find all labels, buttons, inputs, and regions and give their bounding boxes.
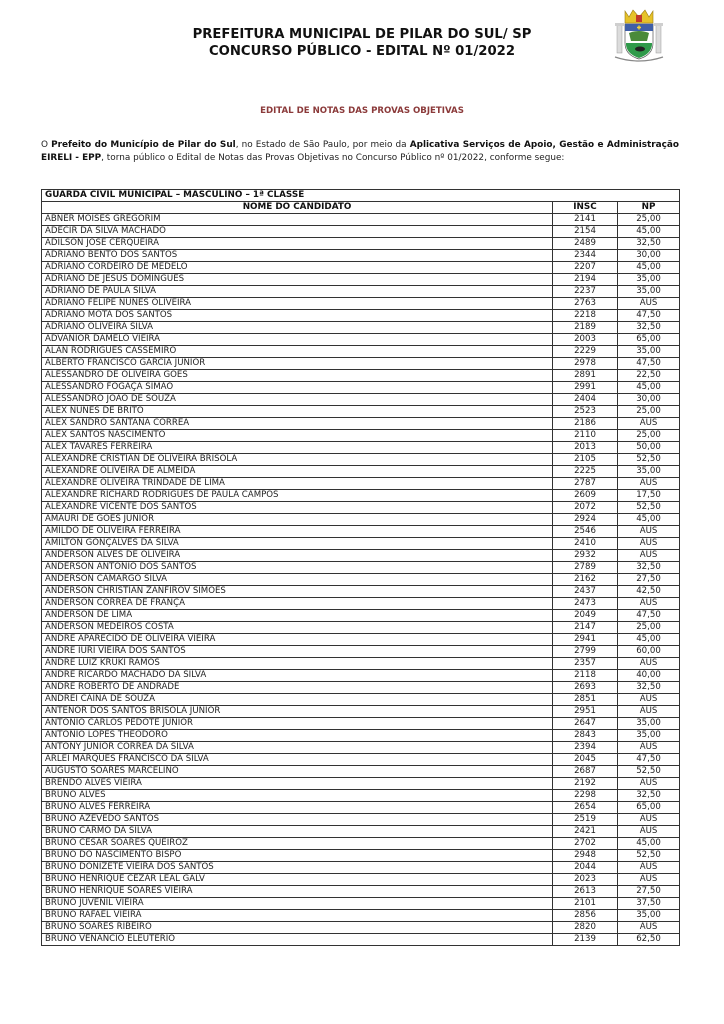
grade: 30,00 [618, 394, 680, 406]
grade: 45,00 [618, 262, 680, 274]
registration-number: 2546 [553, 526, 618, 538]
registration-number: 2139 [553, 934, 618, 946]
candidate-name: ALAN RODRIGUES CASSEMIRO [42, 346, 553, 358]
registration-number: 2154 [553, 226, 618, 238]
registration-number: 2237 [553, 286, 618, 298]
table-row [42, 742, 680, 754]
table-row [42, 886, 680, 898]
grade: 52,50 [618, 850, 680, 862]
registration-number: 2044 [553, 862, 618, 874]
table-row [42, 934, 680, 946]
grade: 35,00 [618, 274, 680, 286]
document-title-line-1: PREFEITURA MUNICIPAL DE PILAR DO SUL/ SP [192, 27, 532, 42]
candidate-name: ALEXANDRE CRISTIAN DE OLIVEIRA BRISOLA [42, 454, 553, 466]
candidate-name: ANDRE ROBERTO DE ANDRADE [42, 682, 553, 694]
grade: 62,50 [618, 934, 680, 946]
table-row [42, 286, 680, 298]
candidate-name: ADILSON JOSÉ CERQUEIRA [42, 238, 553, 250]
registration-number: 2519 [553, 814, 618, 826]
grade: 22,50 [618, 370, 680, 382]
candidate-name: BRENDO ALVES VIEIRA [42, 778, 553, 790]
registration-number: 2843 [553, 730, 618, 742]
table-row [42, 562, 680, 574]
candidate-name: ALEXANDRE OLIVEIRA DE ALMEIDA [42, 466, 553, 478]
table-section-title: GUARDA CIVIL MUNICIPAL – MASCULINO – 1ª CLASSE [42, 190, 680, 202]
candidate-name: BRUNO JUVENIL VIEIRA [42, 898, 553, 910]
candidate-name: ALESSANDRO DE OLIVEIRA GÓES [42, 370, 553, 382]
table-row [42, 802, 680, 814]
grade: 32,50 [618, 682, 680, 694]
grade: AUS [618, 814, 680, 826]
intro-paragraph [41, 139, 679, 164]
grade: AUS [618, 478, 680, 490]
candidate-name: ANDRÉ RICARDO MACHADO DA SILVA [42, 670, 553, 682]
table-header-row [42, 202, 680, 214]
registration-number: 2118 [553, 670, 618, 682]
candidate-name: BRUNO DONIZETE VIEIRA DOS SANTOS [42, 862, 553, 874]
coat-of-arms-icon [611, 7, 667, 63]
grade: 17,50 [618, 490, 680, 502]
table-row [42, 214, 680, 226]
grade: 52,50 [618, 502, 680, 514]
registration-number: 2693 [553, 682, 618, 694]
candidate-name: ALEXANDRE OLIVEIRA TRINDADE DE LIMA [42, 478, 553, 490]
registration-number: 2357 [553, 658, 618, 670]
grade: 32,50 [618, 322, 680, 334]
grade: AUS [618, 862, 680, 874]
candidate-name: BRUNO RAFAEL VIEIRA [42, 910, 553, 922]
registration-number: 2003 [553, 334, 618, 346]
candidate-name: BRUNO SOARES RIBEIRO [42, 922, 553, 934]
candidate-name: ALESSANDRO FOGAÇA SIMÃO [42, 382, 553, 394]
candidate-name: ANDERSON CORREA DE FRANÇA [42, 598, 553, 610]
candidate-name: ADECIR DA SILVA MACHADO [42, 226, 553, 238]
table-row [42, 262, 680, 274]
registration-number: 2613 [553, 886, 618, 898]
table-row [42, 238, 680, 250]
registration-number: 2072 [553, 502, 618, 514]
table-row [42, 790, 680, 802]
registration-number: 2851 [553, 694, 618, 706]
registration-number: 2141 [553, 214, 618, 226]
grade: 42,50 [618, 586, 680, 598]
registration-number: 2207 [553, 262, 618, 274]
registration-number: 2189 [553, 322, 618, 334]
registration-number: 2702 [553, 838, 618, 850]
registration-number: 2045 [553, 754, 618, 766]
candidate-name: ALBERTO FRANCISCO GARCIA JUNIOR [42, 358, 553, 370]
candidate-name: ABNER MOISES GREGORIM [42, 214, 553, 226]
grade: 50,00 [618, 442, 680, 454]
table-row [42, 910, 680, 922]
registration-number: 2013 [553, 442, 618, 454]
grade: 25,00 [618, 430, 680, 442]
table-row [42, 586, 680, 598]
grade: AUS [618, 742, 680, 754]
table-row [42, 850, 680, 862]
table-row [42, 658, 680, 670]
table-row [42, 346, 680, 358]
registration-number: 2941 [553, 634, 618, 646]
registration-number: 2023 [553, 874, 618, 886]
registration-number: 2344 [553, 250, 618, 262]
registration-number: 2763 [553, 298, 618, 310]
candidate-name: ANDERSON CAMARGO SILVA [42, 574, 553, 586]
registration-number: 2473 [553, 598, 618, 610]
table-row [42, 574, 680, 586]
table-row [42, 922, 680, 934]
candidate-name: ANTONIO CARLOS PEDOTE JUNIOR [42, 718, 553, 730]
table-row [42, 550, 680, 562]
table-row [42, 814, 680, 826]
grade: 40,00 [618, 670, 680, 682]
table-row [42, 454, 680, 466]
table-row [42, 730, 680, 742]
grade: 32,50 [618, 562, 680, 574]
candidate-name: ADRIANO DE JESUS DOMINGUES [42, 274, 553, 286]
grade: AUS [618, 526, 680, 538]
table-section-title-row [42, 190, 680, 202]
registration-number: 2218 [553, 310, 618, 322]
table-row [42, 418, 680, 430]
candidate-name: BRUNO HENRIQUE SOARES VIEIRA [42, 886, 553, 898]
registration-number: 2101 [553, 898, 618, 910]
grade: 47,50 [618, 310, 680, 322]
table-row [42, 526, 680, 538]
table-row [42, 670, 680, 682]
table-row [42, 766, 680, 778]
table-row [42, 466, 680, 478]
registration-number: 2951 [553, 706, 618, 718]
grade: AUS [618, 922, 680, 934]
grade: AUS [618, 298, 680, 310]
registration-number: 2194 [553, 274, 618, 286]
candidate-name: BRUNO AZEVEDO SANTOS [42, 814, 553, 826]
table-row [42, 250, 680, 262]
column-header-insc: INSC [553, 202, 618, 214]
candidate-name: ANTONIO LOPES THEODORO [42, 730, 553, 742]
grade: AUS [618, 418, 680, 430]
table-body [42, 214, 680, 946]
table-row [42, 622, 680, 634]
grade: 35,00 [618, 730, 680, 742]
candidate-name: ANDRÉ IURI VIEIRA DOS SANTOS [42, 646, 553, 658]
grade: 35,00 [618, 286, 680, 298]
registration-number: 2186 [553, 418, 618, 430]
grade: 27,50 [618, 886, 680, 898]
table-row [42, 334, 680, 346]
table-row [42, 610, 680, 622]
registration-number: 2404 [553, 394, 618, 406]
grade: AUS [618, 694, 680, 706]
registration-number: 2789 [553, 562, 618, 574]
table-row [42, 754, 680, 766]
registration-number: 2421 [553, 826, 618, 838]
grade: 25,00 [618, 622, 680, 634]
table-row [42, 274, 680, 286]
registration-number: 2687 [553, 766, 618, 778]
grade: 35,00 [618, 910, 680, 922]
grade: 60,00 [618, 646, 680, 658]
table-row [42, 826, 680, 838]
grade: 47,50 [618, 754, 680, 766]
grade: 65,00 [618, 802, 680, 814]
table-row [42, 358, 680, 370]
grade: AUS [618, 706, 680, 718]
registration-number: 2110 [553, 430, 618, 442]
registration-number: 2192 [553, 778, 618, 790]
grades-table [41, 189, 680, 946]
table-row [42, 502, 680, 514]
candidate-name: AMILDO DE OLIVEIRA FERREIRA [42, 526, 553, 538]
grade: 35,00 [618, 466, 680, 478]
candidate-name: ADRIANO FELIPE NUNES OLIVEIRA [42, 298, 553, 310]
candidate-name: ALEX TAVARES FERREIRA [42, 442, 553, 454]
table-row [42, 538, 680, 550]
candidate-name: AUGUSTO SOARES MARCELINO [42, 766, 553, 778]
grade: 32,50 [618, 790, 680, 802]
candidate-name: BRUNO HENRIQUE CEZAR LEAL GALV [42, 874, 553, 886]
table-row [42, 514, 680, 526]
registration-number: 2787 [553, 478, 618, 490]
table-row [42, 322, 680, 334]
intro-bold-mayor: Prefeito do Município de Pilar do Sul [51, 140, 236, 150]
table-row [42, 898, 680, 910]
table-row [42, 298, 680, 310]
table-row [42, 718, 680, 730]
grade: 37,50 [618, 898, 680, 910]
table-row [42, 634, 680, 646]
registration-number: 2394 [553, 742, 618, 754]
candidate-name: BRUNO ALVES FERREIRA [42, 802, 553, 814]
candidate-name: AMILTON GONÇALVES DA SILVA [42, 538, 553, 550]
intro-bold-company: Aplicativa Serviços de Apoio, Gestão e Administração EIRELI - EPP [41, 140, 679, 163]
grade: 45,00 [618, 514, 680, 526]
candidate-name: ANTENOR DOS SANTOS BRISOLA JUNIOR [42, 706, 553, 718]
table-row [42, 370, 680, 382]
table-row [42, 490, 680, 502]
intro-text-2: , no Estado de São Paulo, por meio da [235, 140, 410, 150]
registration-number: 2932 [553, 550, 618, 562]
table-row [42, 478, 680, 490]
document-title-line-2: CONCURSO PÚBLICO - EDITAL Nº 01/2022 [208, 44, 516, 59]
table-row [42, 442, 680, 454]
candidate-name: ALEXANDRE RICHARD RODRIGUES DE PAULA CAMPOS [42, 490, 553, 502]
intro-text-3: , torna público o Edital de Notas das Provas Objetivas no Concurso Público nº 01/2022, conforme segue: [101, 152, 565, 163]
registration-number: 2948 [553, 850, 618, 862]
grade: AUS [618, 598, 680, 610]
table-row [42, 406, 680, 418]
registration-number: 2891 [553, 370, 618, 382]
grade: AUS [618, 538, 680, 550]
candidate-name: ANDERSON ANTONIO DOS SANTOS [42, 562, 553, 574]
grade: 45,00 [618, 226, 680, 238]
candidate-name: ANDERSON MEDEIROS COSTA [42, 622, 553, 634]
grade: 35,00 [618, 718, 680, 730]
table-row [42, 862, 680, 874]
grade: 52,50 [618, 454, 680, 466]
candidate-name: ANDRE APARECIDO DE OLIVEIRA VIEIRA [42, 634, 553, 646]
table-row [42, 430, 680, 442]
registration-number: 2225 [553, 466, 618, 478]
grade: 45,00 [618, 634, 680, 646]
candidate-name: ADRIANO BENTO DOS SANTOS [42, 250, 553, 262]
registration-number: 2991 [553, 382, 618, 394]
grade: 65,00 [618, 334, 680, 346]
column-header-np: NP [618, 202, 680, 214]
table-row [42, 706, 680, 718]
candidate-name: ADVANIOR DAMELO VIEIRA [42, 334, 553, 346]
registration-number: 2609 [553, 490, 618, 502]
candidate-name: ANDERSON DE LIMA [42, 610, 553, 622]
candidate-name: BRUNO DO NASCIMENTO BISPO [42, 850, 553, 862]
candidate-name: ANDRÉ LUIZ KRUKI RAMOS [42, 658, 553, 670]
registration-number: 2489 [553, 238, 618, 250]
candidate-name: ALESSANDRO JOÃO DE SOUZA [42, 394, 553, 406]
registration-number: 2105 [553, 454, 618, 466]
registration-number: 2049 [553, 610, 618, 622]
candidate-name: ANDERSON CHRISTIAN ZANFIROV SIMÕES [42, 586, 553, 598]
grade: 45,00 [618, 838, 680, 850]
table-row [42, 394, 680, 406]
grade: 32,50 [618, 238, 680, 250]
grade: AUS [618, 778, 680, 790]
candidate-name: BRUNO CÉSAR SOARES QUEIROZ [42, 838, 553, 850]
registration-number: 2820 [553, 922, 618, 934]
table-row [42, 226, 680, 238]
grade: 52,50 [618, 766, 680, 778]
registration-number: 2162 [553, 574, 618, 586]
candidate-name: AMAURI DE GÓES JUNIOR [42, 514, 553, 526]
table-row [42, 874, 680, 886]
registration-number: 2924 [553, 514, 618, 526]
candidate-name: ALEX NUNES DE BRITO [42, 406, 553, 418]
grade: 25,00 [618, 214, 680, 226]
table-row [42, 778, 680, 790]
grade: 30,00 [618, 250, 680, 262]
candidate-name: BRUNO VENÂNCIO ELEUTÉRIO [42, 934, 553, 946]
registration-number: 2647 [553, 718, 618, 730]
candidate-name: ANDERSON ALVES DE OLIVEIRA [42, 550, 553, 562]
table-row [42, 646, 680, 658]
table-row [42, 682, 680, 694]
intro-text-1: O [41, 140, 52, 150]
candidate-name: ADRIANO CORDEIRO DE MEDELO [42, 262, 553, 274]
grade: AUS [618, 658, 680, 670]
table-row [42, 382, 680, 394]
table-row [42, 838, 680, 850]
candidate-name: ANDREI CAINA DE SOUZA [42, 694, 553, 706]
registration-number: 2978 [553, 358, 618, 370]
candidate-name: ALEXANDRE VICENTE DOS SANTOS [42, 502, 553, 514]
registration-number: 2654 [553, 802, 618, 814]
candidate-name: ADRIANO OLIVEIRA SILVA [42, 322, 553, 334]
table-row [42, 310, 680, 322]
registration-number: 2229 [553, 346, 618, 358]
registration-number: 2147 [553, 622, 618, 634]
grade: 25,00 [618, 406, 680, 418]
grade: AUS [618, 826, 680, 838]
registration-number: 2437 [553, 586, 618, 598]
candidate-name: ALEX SANTOS NASCIMENTO [42, 430, 553, 442]
candidate-name: ARLEI MARQUES FRANCISCO DA SILVA [42, 754, 553, 766]
grade: 47,50 [618, 610, 680, 622]
document-subtitle: EDITAL DE NOTAS DAS PROVAS OBJETIVAS [260, 106, 464, 116]
registration-number: 2523 [553, 406, 618, 418]
table-row [42, 598, 680, 610]
grade: 47,50 [618, 358, 680, 370]
column-header-name: NOME DO CANDIDATO [42, 202, 553, 214]
candidate-name: ADRIANO DE PAULA SILVA [42, 286, 553, 298]
candidate-name: ADRIANO MOTA DOS SANTOS [42, 310, 553, 322]
grade: 35,00 [618, 346, 680, 358]
candidate-name: ANTONY JUNIOR CORREA DA SILVA [42, 742, 553, 754]
registration-number: 2298 [553, 790, 618, 802]
registration-number: 2410 [553, 538, 618, 550]
table-row [42, 694, 680, 706]
registration-number: 2856 [553, 910, 618, 922]
grade: 27,50 [618, 574, 680, 586]
candidate-name: BRUNO CARMO DA SILVA [42, 826, 553, 838]
candidate-name: ALEX SANDRO SANTANA CORREA [42, 418, 553, 430]
grade: 45,00 [618, 382, 680, 394]
grade: AUS [618, 550, 680, 562]
grade: AUS [618, 874, 680, 886]
registration-number: 2799 [553, 646, 618, 658]
candidate-name: BRUNO ALVES [42, 790, 553, 802]
